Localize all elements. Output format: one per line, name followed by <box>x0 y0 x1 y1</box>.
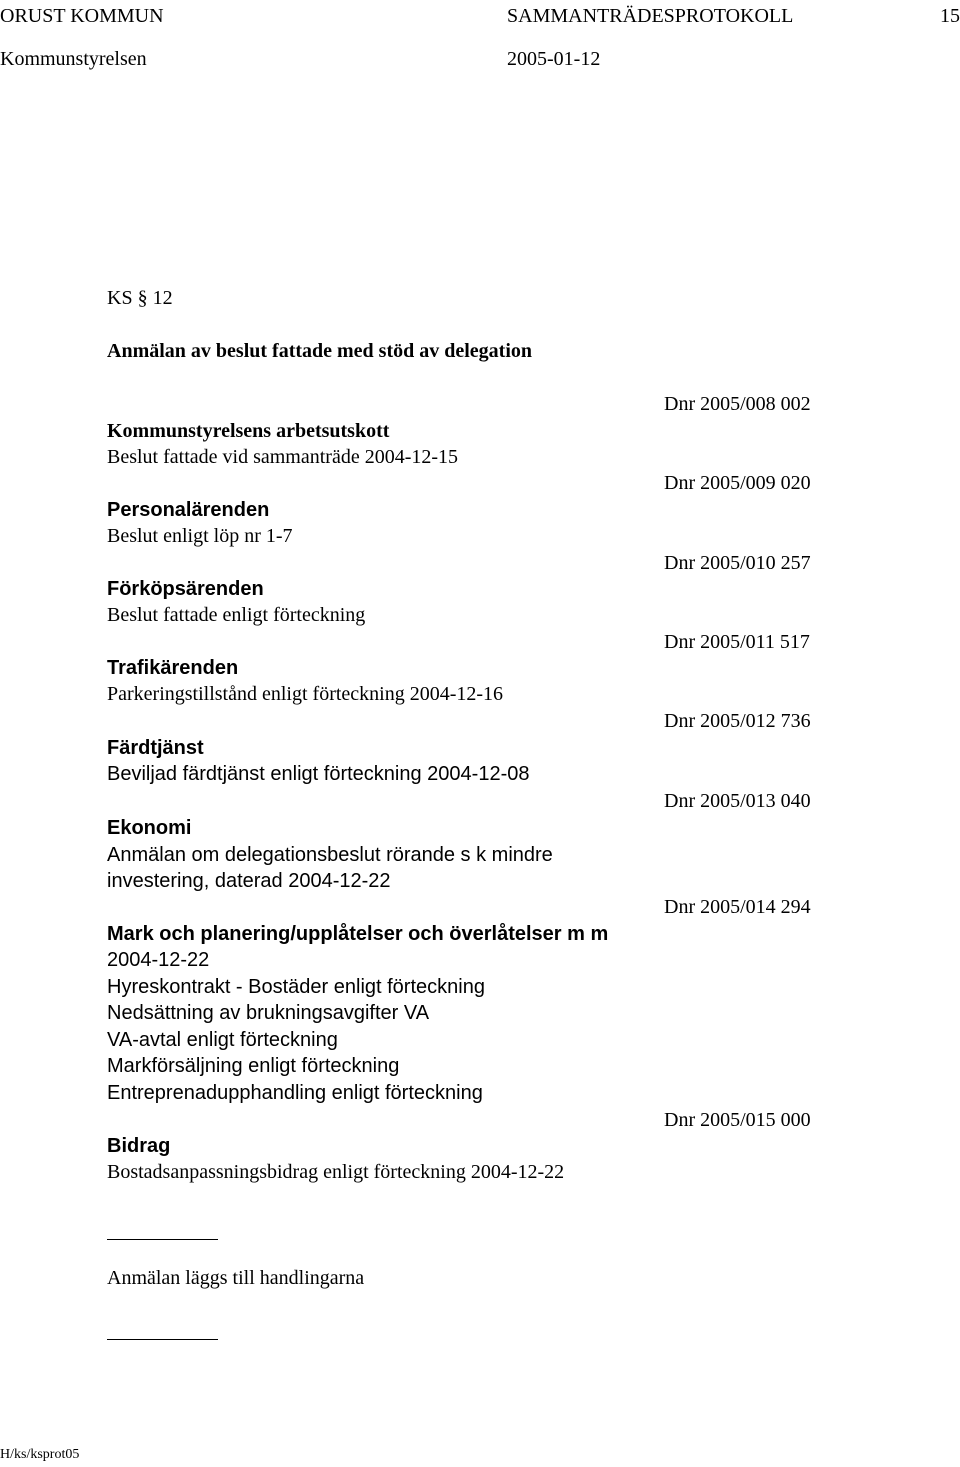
item-line: Anmälan om delegationsbeslut rörande s k mindre <box>107 844 553 866</box>
item-line: Beslut enligt löp nr 1-7 <box>107 525 293 547</box>
header-doc-type: SAMMANTRÄDESPROTOKOLL <box>507 5 794 27</box>
item-line: Beviljad färdtjänst enligt förteckning 2004-12-08 <box>107 763 530 785</box>
item-heading: Trafikärenden <box>107 657 239 679</box>
item-heading: Förköpsärenden <box>107 578 264 600</box>
item-dnr: Dnr 2005/011 517 <box>664 631 810 653</box>
section-title: Anmälan av beslut fattade med stöd av delegation <box>107 340 533 362</box>
header-page-number: 15 <box>940 5 960 27</box>
item-heading: Färdtjänst <box>107 737 204 759</box>
item-dnr: Dnr 2005/009 020 <box>664 472 811 494</box>
item-line: Entreprenadupphandling enligt förteckning <box>107 1082 483 1104</box>
separator-line <box>107 1239 218 1240</box>
item-line: Hyreskontrakt - Bostäder enligt förteckning <box>107 976 485 998</box>
item-line: investering, daterad 2004-12-22 <box>107 870 391 892</box>
item-line: Markförsäljning enligt förteckning <box>107 1055 400 1077</box>
item-dnr: Dnr 2005/013 040 <box>664 790 811 812</box>
item-heading: Kommunstyrelsens arbetsutskott <box>107 420 390 442</box>
header-date: 2005-01-12 <box>507 48 601 70</box>
header-municipality: ORUST KOMMUN <box>0 5 164 27</box>
item-line: 2004-12-22 <box>107 949 210 971</box>
separator-line <box>107 1339 218 1340</box>
item-heading: Ekonomi <box>107 817 192 839</box>
item-line: Bostadsanpassningsbidrag enligt förteckning 2004-12-22 <box>107 1161 565 1183</box>
item-dnr: Dnr 2005/015 000 <box>664 1109 811 1131</box>
item-dnr: Dnr 2005/010 257 <box>664 552 811 574</box>
item-line: Beslut fattade vid sammanträde 2004-12-15 <box>107 446 459 468</box>
item-dnr: Dnr 2005/008 002 <box>664 393 811 415</box>
item-dnr: Dnr 2005/014 294 <box>664 896 811 918</box>
footer-path: H/ks/ksprot05 <box>0 1447 80 1462</box>
item-line: Parkeringstillstånd enligt förteckning 2004-12-16 <box>107 683 504 705</box>
item-heading: Mark och planering/upplåtelser och överlåtelser m m <box>107 923 609 945</box>
section-number: KS § 12 <box>107 287 173 309</box>
item-heading: Bidrag <box>107 1135 171 1157</box>
item-dnr: Dnr 2005/012 736 <box>664 710 811 732</box>
item-heading: Personalärenden <box>107 499 270 521</box>
item-line: VA-avtal enligt förteckning <box>107 1029 338 1051</box>
item-line: Beslut fattade enligt förteckning <box>107 604 366 626</box>
header-body: Kommunstyrelsen <box>0 48 147 70</box>
decision-text: Anmälan läggs till handlingarna <box>107 1267 365 1289</box>
item-line: Nedsättning av brukningsavgifter VA <box>107 1002 430 1024</box>
